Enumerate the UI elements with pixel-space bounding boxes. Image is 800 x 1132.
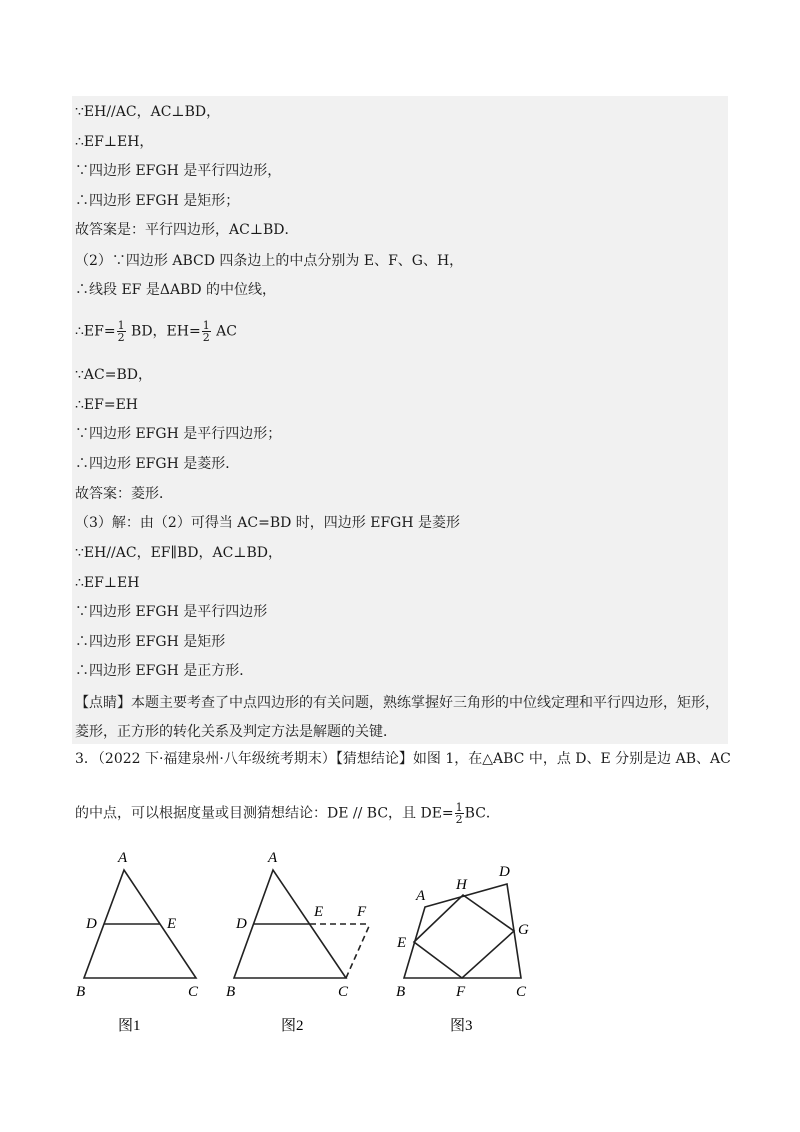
solution-line: ∴四边形 EFGH 是菱形． [75,456,240,472]
solution-line: 故答案是：平行四边形，AC⊥BD． [75,222,299,238]
solution-line-part: AC [211,323,237,340]
fig3-label-g: G [518,922,529,938]
fig3-label-h: H [456,877,467,893]
solution-line-part: ∴EF= [75,323,116,340]
fig3-label-b: B [396,984,406,1000]
figure-1 [84,870,196,978]
solution-line: ∴四边形 EFGH 是正方形． [75,663,254,679]
fig2-label-a: A [268,850,278,866]
solution-line: ∴四边形 EFGH 是矩形； [75,193,240,209]
solution-line: ∴EF=EH [75,397,138,413]
fig3-label-d: D [499,864,510,880]
problem-3-line-2-post: BC． [464,805,500,822]
fig2-label-e: E [314,904,324,920]
solution-line: （3）解：由（2）可得当 AC=BD 时，四边形 EFGH 是菱形 [75,515,461,531]
solution-line: 菱形，正方形的转化关系及判定方法是解题的关键． [75,724,397,740]
fraction-numerator: 1 [455,801,463,814]
fig2-label-f: F [357,904,367,920]
solution-line-part: BD，EH= [126,323,201,340]
solution-line: ∵四边形 EFGH 是平行四边形； [75,426,282,442]
fig1-label-c: C [188,984,199,1000]
fig3-label-c: C [516,984,527,1000]
fraction-denominator: 2 [455,813,463,826]
fig1-label-b: B [76,984,86,1000]
problem-3-line-2-pre: 的中点，可以根据度量或目测猜想结论：DE // BC，且 DE= [75,805,454,822]
solution-line: ∴线段 EF 是ΔABD 的中位线， [75,282,277,298]
figure-2 [234,870,370,978]
fraction-denominator: 2 [117,331,125,344]
solution-line: ∴EF⊥EH [75,575,140,591]
solution-line: ∴四边形 EFGH 是矩形 [75,634,226,650]
solution-line: ∵四边形 EFGH 是平行四边形 [75,604,268,620]
fig3-label-a: A [416,888,426,904]
solution-line: ∵四边形 EFGH 是平行四边形， [75,163,282,179]
fig2-dashed-cf [346,924,370,978]
solution-line: ∵AC=BD， [75,367,152,383]
fraction-numerator: 1 [117,319,125,332]
fig1-caption: 图1 [118,1018,141,1034]
solution-line: 【点睛】本题主要考查了中点四边形的有关问题，熟练掌握好三角形的中位线定理和平行四边形，矩形， [75,695,719,711]
fig2-label-c: C [338,984,349,1000]
fraction-numerator: 1 [202,319,210,332]
fig1-label-a: A [118,850,128,866]
problem-3-line-1: 3．（2022 下·福建泉州·八年级统考期末）【猜想结论】如图 1，在△ABC 中，点 D、E 分别是边 AB、AC [75,751,731,767]
solution-line: ∴EF⊥EH， [75,134,154,150]
fig1-label-e: E [167,916,177,932]
fig2-label-b: B [226,984,236,1000]
fraction-denominator: 2 [202,331,210,344]
solution-line: ∵EH//AC，AC⊥BD， [75,104,221,120]
fig2-caption: 图2 [281,1018,304,1034]
fig3-label-e: E [397,935,407,951]
fig3-label-f: F [456,984,466,1000]
fig3-midpoint-quadrilateral-efgh [414,895,514,978]
fig2-label-d: D [236,916,247,932]
fig3-caption: 图3 [450,1018,473,1034]
solution-line: ∵EH//AC，EF∥BD，AC⊥BD， [75,545,283,561]
fig1-label-d: D [86,916,97,932]
solution-line: （2）∵四边形 ABCD 四条边上的中点分别为 E、F、G、H， [75,253,464,269]
solution-line: 故答案：菱形． [75,486,173,502]
